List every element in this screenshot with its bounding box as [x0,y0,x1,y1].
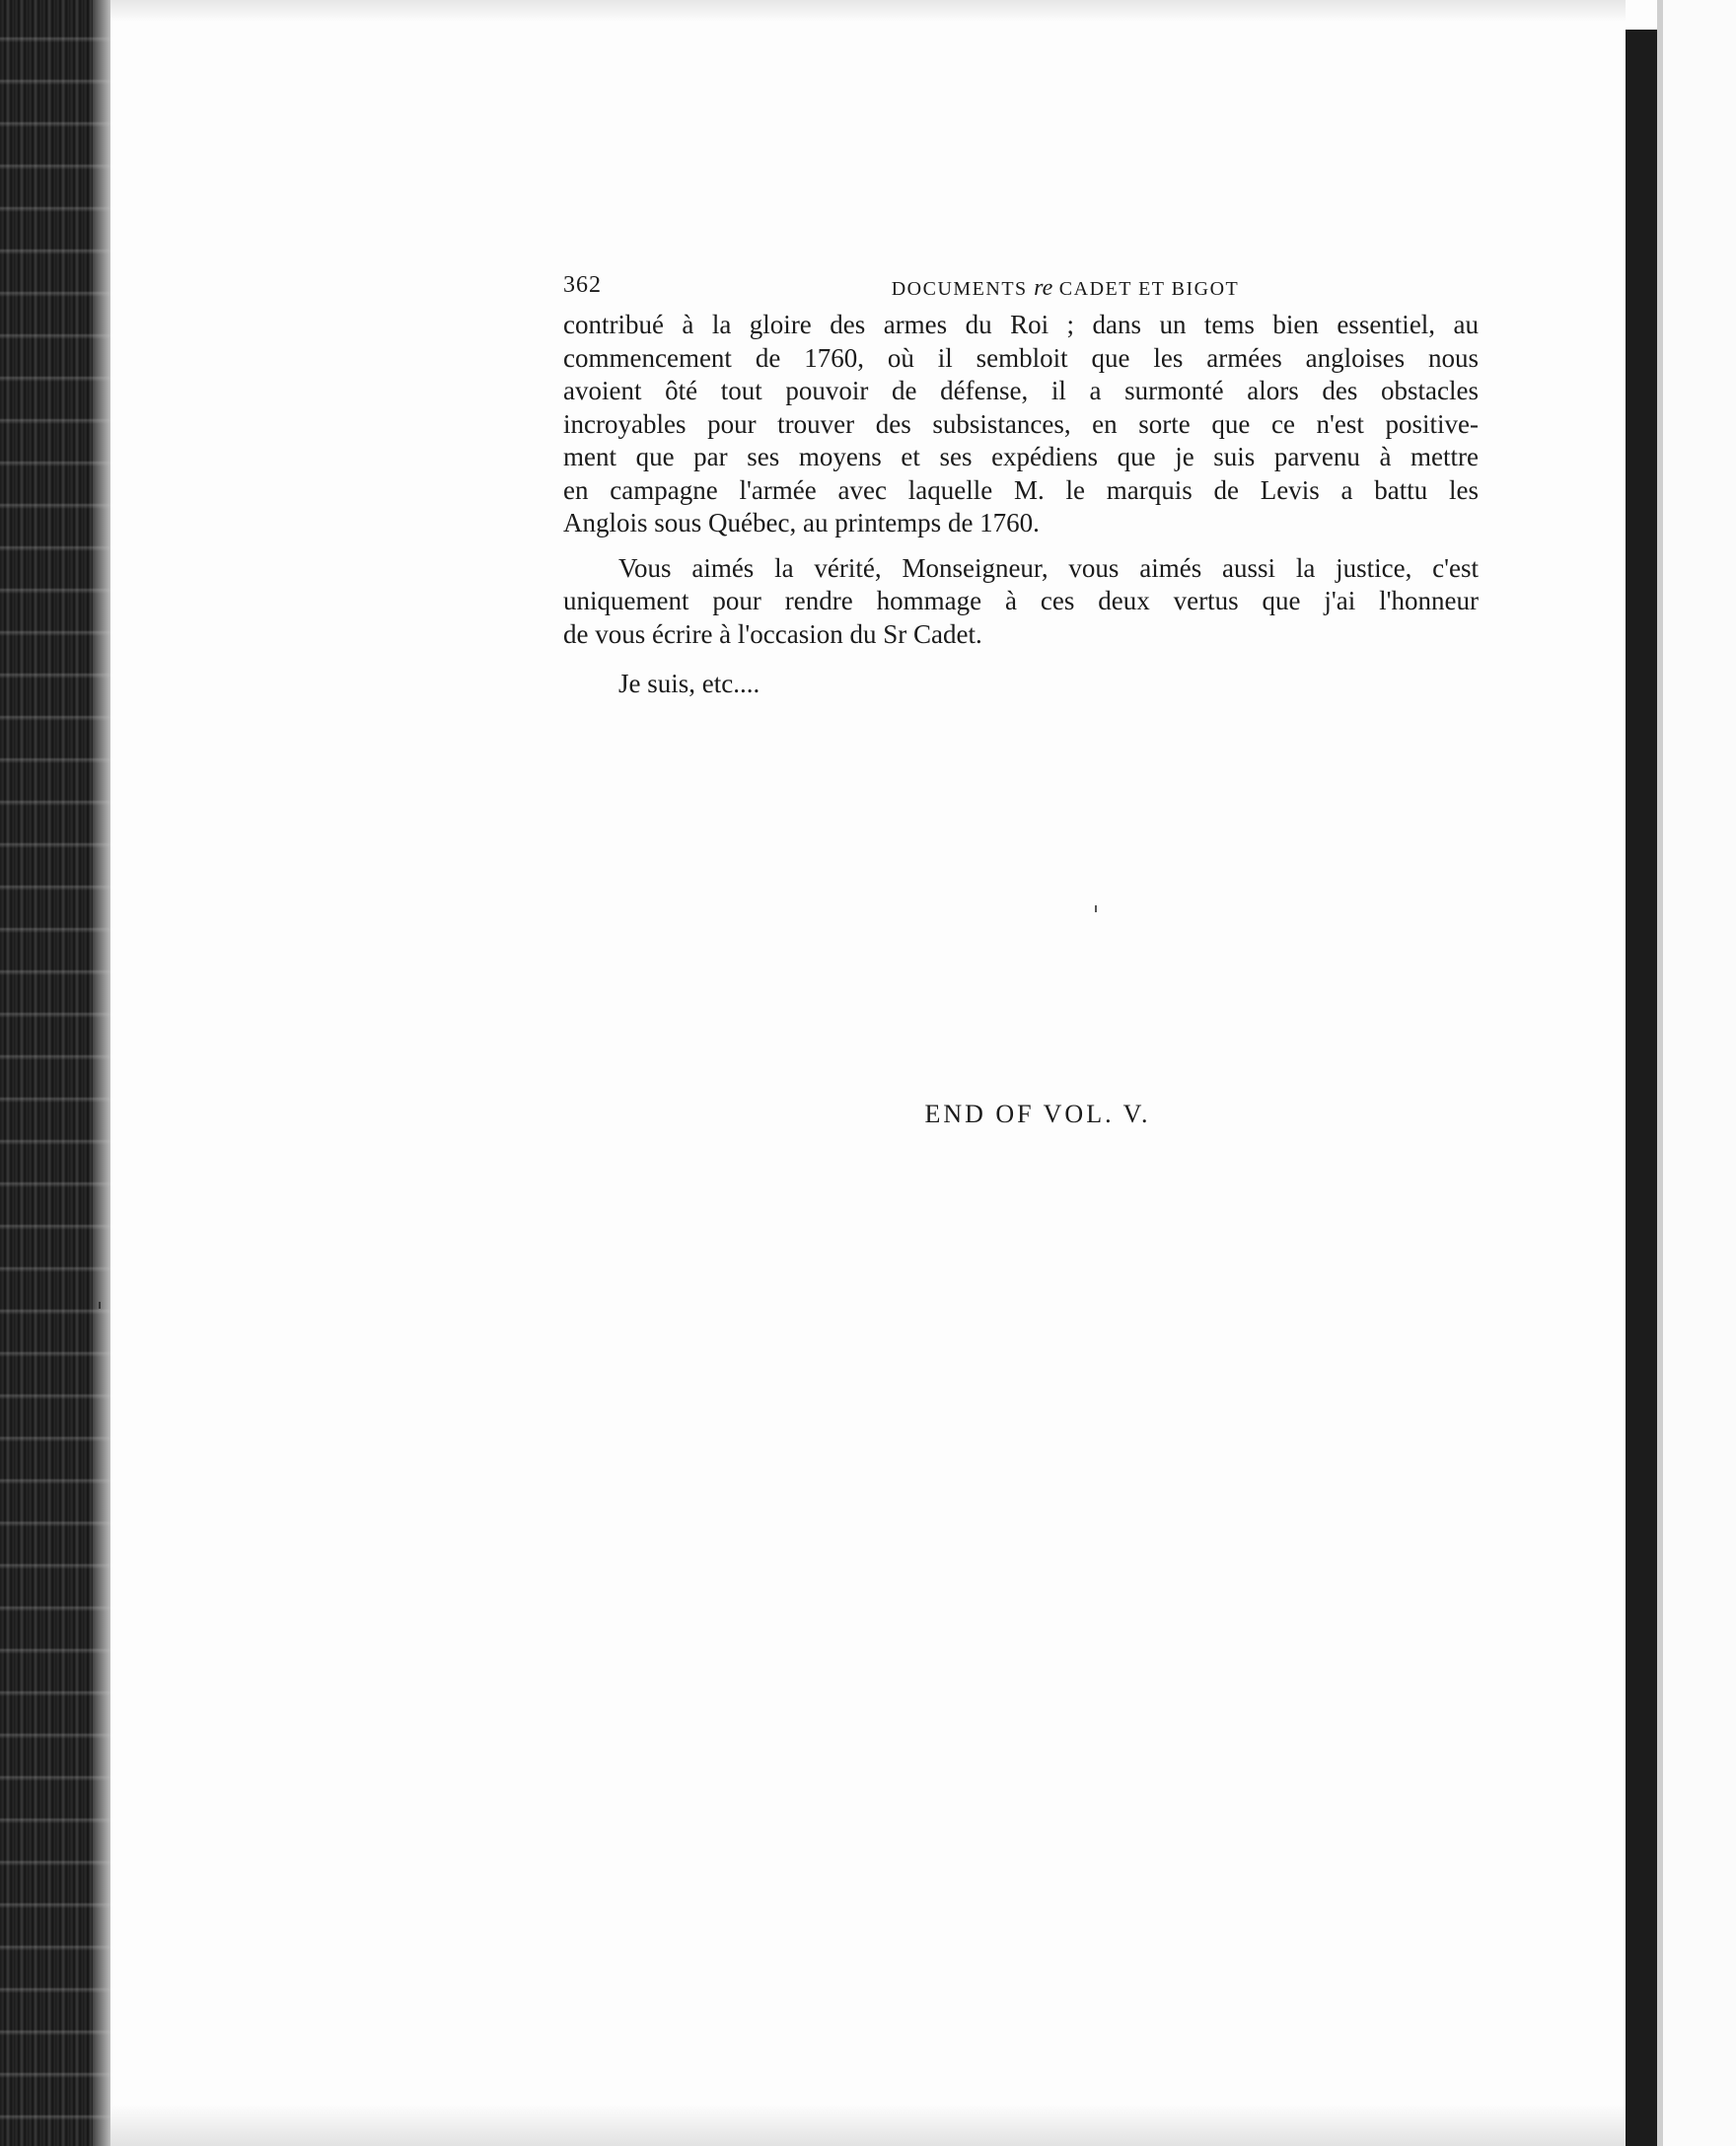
paragraph-2 [563,552,1479,652]
text-line: uniquement pour rendre hommage à ces deux vertus que j'ai l'honneur [563,586,1479,615]
scan-speck [99,1302,101,1309]
running-title-italic: re [1034,275,1053,301]
page-number: 362 [563,272,602,298]
text-line: avoient ôté tout pouvoir de défense, il a surmonté alors des obstacles [563,376,1479,405]
text-line: de vous écrire à l'occasion du Sr Cadet. [563,618,982,649]
right-gutter-shadow [1626,30,1657,2146]
end-of-volume-note: END OF VOL. V. [924,1100,1151,1128]
paragraph-1 [563,309,1479,540]
running-title-end: CADET ET BIGOT [1058,278,1240,300]
page-content [563,266,1479,727]
text-line: en campagne l'armée avec laquelle M. le marquis de Levis a battu les [563,474,1479,505]
page-bottom-edge [110,2105,1626,2146]
running-title-start: DOCUMENTS [891,278,1028,300]
facing-page-edge [1657,0,1736,2146]
text-line: incroyables pour trouver des subsistances, en sorte que ce n'est positive- [563,408,1479,439]
binding-texture [0,0,110,2146]
text-line: Anglois sous Québec, au printemps de 1760. [563,508,1040,537]
closing-line: Je suis, etc.... [618,669,760,698]
text-line: commencement de 1760, où il sembloit que les armées angloises nous [563,342,1479,373]
text-line: Vous aimés la vérité, Monseigneur, vous aimés aussi la justice, c'est [618,552,1479,583]
running-title [563,275,1479,302]
scan-speck [1095,905,1097,912]
text-line: ment que par ses moyens et ses expédiens que je suis parvenu à mettre [563,442,1479,471]
text-line: contribué à la gloire des armes du Roi ; dans un tems bien essentiel, au [563,310,1479,339]
running-head [563,266,1479,306]
page-top-edge [110,0,1626,22]
